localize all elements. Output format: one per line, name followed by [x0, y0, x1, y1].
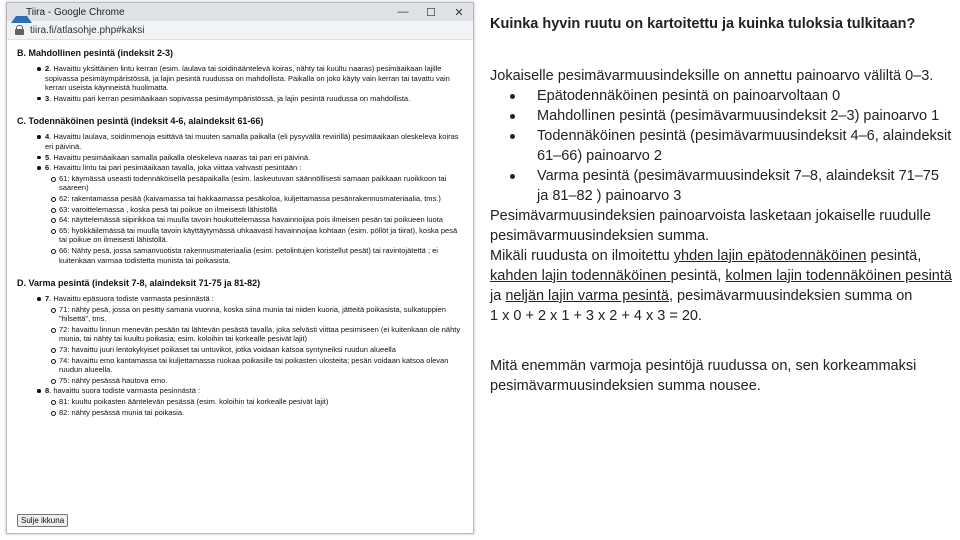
example-part: , pesimävarmuusindeksien summa on — [668, 288, 913, 304]
tiira-logo-icon — [11, 7, 22, 18]
weight-item: Epätodennäköinen pesintä on painoarvoltaan 0 — [490, 86, 952, 106]
section-heading: C. Todennäköinen pesintä (indeksit 4-6, alaindeksit 61-66) — [17, 116, 264, 127]
weight-item: Todennäköinen pesintä (pesimävarmuusindeksit 4–6, alaindeksit 61–66) painoarvo 2 — [490, 126, 952, 166]
example-part: ja — [490, 288, 506, 304]
subindex-item: 63: varoittelemassa , koska pesä tai poikue on ilmeisesti lähistöllä — [17, 205, 465, 215]
index-number: 3 — [45, 93, 50, 103]
page-content — [7, 41, 473, 533]
subindex-item: 71: nähty pesä, jossa on pesitty samana vuonna, koska siinä munia tai niiden kuoria, jätteitä poikasista, sulkatuppien "hilsettä", tms. — [17, 305, 465, 324]
index-description: . Havaittu pesimäaikaan samalla paikalla oleskeleva naaras tai pari eri päivinä. — [49, 152, 311, 162]
index-description: . havaittu suora todiste varmasta pesinnästä : — [49, 386, 201, 396]
subindex-item: 81: kuultu poikasten ääntelevän pesässä (esim. koloihin tai korkealle pesivät lajit) — [17, 397, 465, 407]
subindex-item: 74: havaittu emo kantamassa tai kuljettamassa ruokaa poikasille tai poikasten ulosteita; pesän voidaan katsoa olevan ruudun alueella. — [17, 356, 465, 375]
minimize-button[interactable]: — — [397, 6, 409, 18]
index-list — [17, 64, 465, 103]
formula: 1 x 0 + 2 x 1 + 3 x 2 + 4 x 3 = 20. — [490, 308, 702, 324]
subindex-item: 82: nähty pesässä munia tai poikasia. — [17, 408, 465, 418]
example-underlined: kahden lajin todennäköinen — [490, 268, 671, 284]
index-number: 5 — [45, 152, 50, 162]
subindex-item: 66: Nähty pesä, jossa samanvuotista rakennusmateriaalia (esim. petolintujen koristellut pesät) tai ravintojätettä ; ei kuitenkaan varmaa todistetta munista tai poikasista. — [17, 246, 465, 265]
lock-icon — [15, 25, 24, 35]
subindex-item: 72: havaittu linnun menevän pesään tai lähtevän pesästä tavalla, joka selvästi viittaa pesimiseen (ei kuitenkaan ole nähty munia, tai nähty tai kuultu poikasia; esim. koloihin tai korkealle pesivät lajit) — [17, 325, 465, 344]
index-item — [17, 64, 465, 93]
weight-item: Mahdollinen pesintä (pesimävarmuusindeksit 2–3) painoarvo 1 — [490, 106, 952, 126]
panel-heading: Kuinka hyvin ruutu on kartoitettu ja kuinka tuloksia tulkitaan? — [490, 16, 916, 32]
conclusion: Mitä enemmän varmoja pesintöjä ruudussa on, sen korkeammaksi pesimävarmuusindeksien summa nousee. — [490, 358, 917, 394]
example-text — [490, 246, 952, 306]
subindex-item: 64: näyttelemässä siipirikkoa tai muulla tavoin houkuttelemassa havainnoijaa pois ilmeisen pesän tai poikueen luota — [17, 215, 465, 225]
maximize-button[interactable]: ☐ — [426, 6, 436, 19]
index-item — [17, 132, 465, 151]
title-bar — [7, 3, 473, 21]
index-description: . Havaittu lintu tai pari pesimäaikaan tavalla, joka viittaa vahvasti pesintään : — [49, 163, 302, 173]
panel-intro: Jokaiselle pesimävarmuusindeksille on annettu painoarvo väliltä 0–3. — [490, 68, 934, 84]
close-page-button[interactable]: Sulje ikkuna — [17, 514, 68, 527]
sections-list — [17, 47, 465, 417]
index-item — [17, 94, 465, 104]
example-underlined: kolmen lajin todennäköinen pesintä — [725, 268, 952, 284]
section-heading: B. Mahdollinen pesintä (indeksit 2-3) — [17, 48, 174, 58]
address-bar[interactable] — [7, 21, 473, 40]
example-part: pesintä, — [670, 268, 726, 284]
index-number: 6 — [45, 163, 50, 173]
weight-item: Varma pesintä (pesimävarmuusindeksit 7–8, alaindeksit 71–75 ja 81–82 ) painoarvo 3 — [490, 166, 952, 206]
example-part: pesintä, — [866, 248, 922, 264]
url-text: tiira.fi/atlasohje.php#kaksi — [30, 24, 145, 36]
index-number: 7 — [45, 294, 50, 304]
subindex-list — [17, 397, 465, 417]
subindex-list — [17, 174, 465, 265]
index-description: . Havaittu yksittäinen lintu kerran (esim. laulava tai soidinääntelevä koiras, nähty tai kuultu naaras) pesimäaikaan lajille sopivassa pesimäympäristössä, ja lajin pesintä ruudussa on mahdollista. Paikalla on joko käyty vain kerran tai tavattu vain kerran useista käynneistä huolimatta. — [45, 64, 450, 93]
sum-text: Pesimävarmuusindeksien painoarvoista lasketaan jokaiselle ruudulle pesimävarmuusindeksien summa. — [490, 208, 931, 244]
example-part: Mikäli ruudusta on ilmoitettu — [490, 248, 674, 264]
index-item — [17, 153, 465, 163]
section-heading: D. Varma pesintä (indeksit 7-8, alaindeksit 71-75 ja 81-82) — [17, 278, 261, 289]
index-number: 4 — [45, 132, 50, 142]
index-list — [17, 132, 465, 265]
example-underlined: yhden lajin epätodennäköinen — [673, 248, 867, 264]
index-number: 2 — [45, 64, 50, 73]
explanation-panel — [490, 14, 952, 396]
subindex-item: 62: rakentamassa pesää (kaivamassa tai hakkaamassa pesäkoloa, kuljettamassa pesänrakennusmateriaalia, tms.) — [17, 194, 465, 204]
index-description: . Havaittu pari kerran pesimäaikaan sopivassa pesimäympäristössä, ja lajin pesintä ruudussa on mahdollista. — [49, 93, 411, 103]
index-item — [17, 294, 465, 304]
example-underlined: neljän lajin varma pesintä — [505, 288, 669, 304]
subindex-item: 75: nähty pesässä hautova emo. — [17, 376, 465, 386]
index-item — [17, 386, 465, 396]
index-item — [17, 163, 465, 173]
close-window-button[interactable]: ✕ — [454, 6, 464, 19]
index-description: . Havaittu laulava, soidinmenoja esittävä tai muuten samalla paikalla (eli pysyvällä reviirillä) pesimäaikaan oleskeleva koiras eri päivinä. — [45, 132, 459, 151]
subindex-item: 65: hyökkäilemässä tai muulla tavoin käyttäytymässä uhkaavasti havainnoijaa kohtaan (esim. pöllöt ja tiirat), koska pesä tai poikue on ilmeisesti lähistöllä. — [17, 226, 465, 245]
subindex-item: 61: käymässä useasti todennäköisellä pesäpaikalla (esim. laskeutuvan säännöllisesti samaan paikkaan ruoikkoon tai saareen) — [17, 174, 465, 193]
weight-list — [490, 86, 952, 206]
browser-window — [6, 2, 474, 534]
subindex-item: 73: havaittu juuri lentokykyiset poikaset tai untuvikot, jotka voidaan katsoa syntyneiksi ruudun alueella — [17, 345, 465, 355]
index-list — [17, 294, 465, 417]
index-description: . Havaittu epäsuora todiste varmasta pesinnästä : — [49, 294, 214, 304]
subindex-list — [17, 305, 465, 386]
window-title: Tiira - Google Chrome — [26, 6, 125, 18]
index-number: 8 — [45, 386, 50, 396]
